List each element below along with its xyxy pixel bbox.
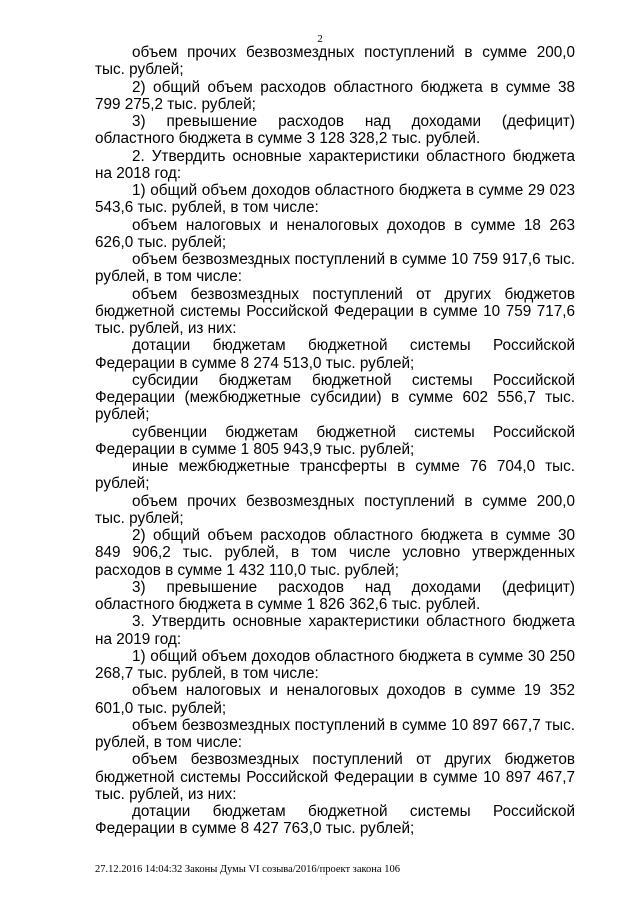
paragraph: объем прочих безвозмездных поступлений в сумме 200,0 тыс. рублей; <box>95 492 575 527</box>
paragraph: 2. Утвердить основные характеристики областного бюджета на 2018 год: <box>95 147 575 182</box>
paragraph: 2) общий объем расходов областного бюджета в сумме 38 799 275,2 тыс. рублей; <box>95 78 575 113</box>
paragraph: объем безвозмездных поступлений от других бюджетов бюджетной системы Российской Федерации в сумме 10 897 467,7 тыс. рублей, из них: <box>95 751 575 803</box>
document-footer: 27.12.2016 14:04:32 Законы Думы VI созыва/2016/проект закона 106 <box>95 864 400 875</box>
paragraph: субсидии бюджетам бюджетной системы Российской Федерации (межбюджетные субсидии) в сумме 602 556,7 тыс. рублей; <box>95 371 575 424</box>
paragraph: 1) общий объем доходов областного бюджета в сумме 29 023 543,6 тыс. рублей, в том числе: <box>95 182 575 217</box>
paragraph: объем прочих безвозмездных поступлений в сумме 200,0 тыс. рублей; <box>95 44 575 79</box>
paragraph: иные межбюджетные трансферты в сумме 76 704,0 тыс. рублей; <box>95 458 575 493</box>
paragraph: 3) превышение расходов над доходами (дефицит) областного бюджета в сумме 3 128 328,2 тыс. рублей. <box>95 113 575 148</box>
page-number: 2 <box>317 33 323 45</box>
paragraph: 3) превышение расходов над доходами (дефицит) областного бюджета в сумме 1 826 362,6 тыс. рублей. <box>95 578 575 613</box>
paragraph: объем безвозмездных поступлений в сумме 10 759 917,6 тыс. рублей, в том числе: <box>95 251 575 286</box>
paragraph: 2) общий объем расходов областного бюджета в сумме 30 849 906,2 тыс. рублей, в том числе условно утвержденных расходов в сумме 1 432 110,0 тыс. рублей; <box>95 527 575 579</box>
paragraph: субвенции бюджетам бюджетной системы Российской Федерации в сумме 1 805 943,9 тыс. рублей; <box>95 423 575 458</box>
paragraph: дотации бюджетам бюджетной системы Российской Федерации в сумме 8 427 763,0 тыс. рублей; <box>95 803 575 838</box>
document-body <box>95 44 575 838</box>
paragraph: объем безвозмездных поступлений в сумме 10 897 667,7 тыс. рублей, в том числе: <box>95 716 575 751</box>
paragraph: 1) общий объем доходов областного бюджета в сумме 30 250 268,7 тыс. рублей, в том числе: <box>95 647 575 682</box>
paragraph: дотации бюджетам бюджетной системы Российской Федерации в сумме 8 274 513,0 тыс. рублей; <box>95 337 575 372</box>
paragraph: объем налоговых и неналоговых доходов в сумме 19 352 601,0 тыс. рублей; <box>95 682 575 717</box>
paragraph: 3. Утвердить основные характеристики областного бюджета на 2019 год: <box>95 613 575 648</box>
paragraph: объем налоговых и неналоговых доходов в сумме 18 263 626,0 тыс. рублей; <box>95 216 575 251</box>
paragraph: объем безвозмездных поступлений от других бюджетов бюджетной системы Российской Федерации в сумме 10 759 717,6 тыс. рублей, из них: <box>95 285 575 337</box>
